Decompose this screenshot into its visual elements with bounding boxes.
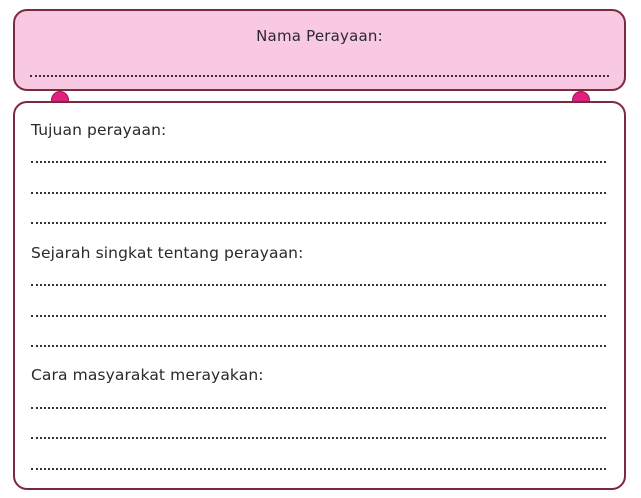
celebration-method-answer-line[interactable] [31,407,606,409]
celebration-name-label: Nama Perayaan: [256,27,383,45]
celebration-method-answer-line[interactable] [31,468,606,470]
celebration-method-label: Cara masyarakat merayakan: [31,366,264,384]
history-answer-line[interactable] [31,345,606,347]
worksheet-body [13,101,626,490]
purpose-label: Tujuan perayaan: [31,121,167,139]
celebration-method-answer-line[interactable] [31,437,606,439]
history-label: Sejarah singkat tentang perayaan: [31,244,304,262]
history-answer-line[interactable] [31,315,606,317]
celebration-name-box [13,9,626,91]
celebration-name-answer-line[interactable] [30,75,609,77]
purpose-answer-line[interactable] [31,161,606,163]
purpose-answer-line[interactable] [31,192,606,194]
history-answer-line[interactable] [31,284,606,286]
purpose-answer-line[interactable] [31,222,606,224]
